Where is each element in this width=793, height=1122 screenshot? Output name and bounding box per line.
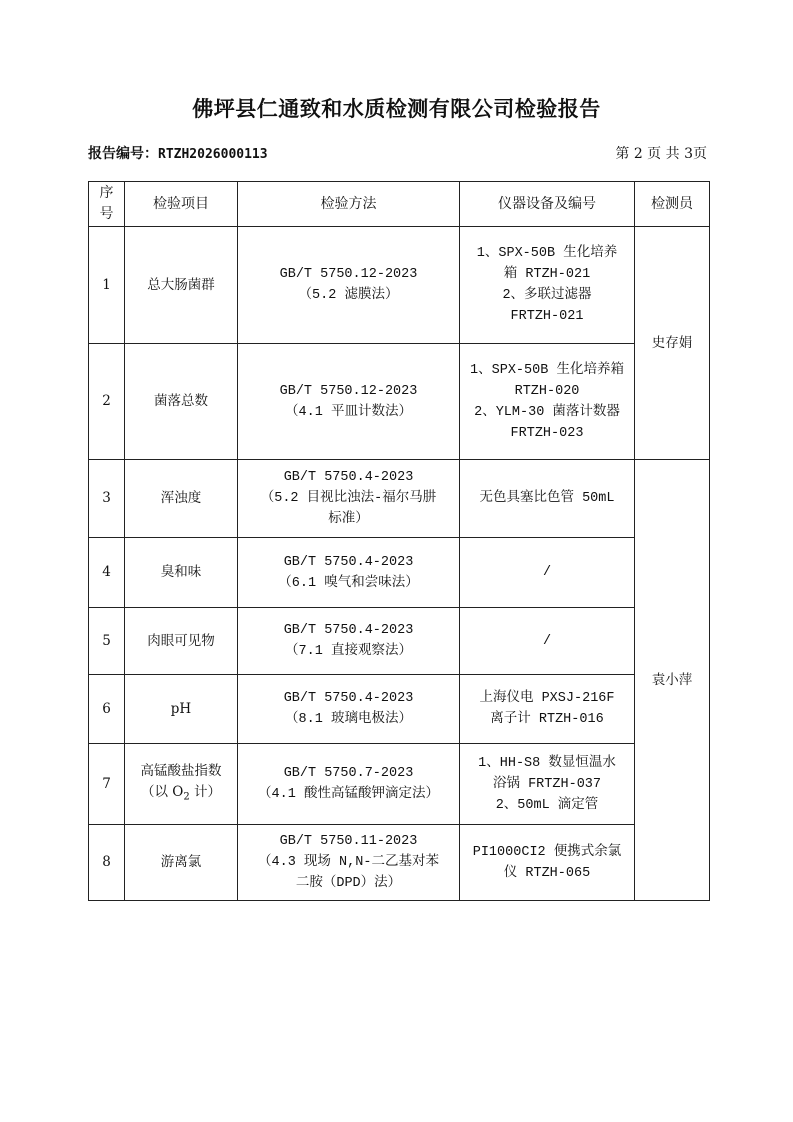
row-instrument: PI1000CI2 便携式余氯 仪 RTZH-065 <box>460 825 635 901</box>
report-title: 佛坪县仁通致和水质检测有限公司检验报告 <box>192 97 601 121</box>
row-seq: 1 <box>89 227 125 344</box>
row-instrument: / <box>460 608 635 675</box>
table-row <box>89 538 710 608</box>
report-number <box>88 143 268 163</box>
row-method: GB/T 5750.4-2023 （8.1 玻璃电极法） <box>238 675 460 744</box>
row-method: GB/T 5750.7-2023 （4.1 酸性高锰酸钾滴定法） <box>238 744 460 825</box>
row-item: pH <box>125 675 238 744</box>
header-seq-line2: 号 <box>99 206 114 222</box>
row-instrument: 上海仪电 PXSJ-216F 离子计 RTZH-016 <box>460 675 635 744</box>
header-instrument: 仪器设备及编号 <box>460 182 635 227</box>
row-item: 高锰酸盐指数 （以 $O_2$ 计） <box>125 744 238 825</box>
table-header-row <box>89 182 710 227</box>
header-method: 检验方法 <box>238 182 460 227</box>
row-method: GB/T 5750.4-2023 （6.1 嗅气和尝味法） <box>238 538 460 608</box>
header-inspector: 检测员 <box>635 182 710 227</box>
header-seq <box>89 182 125 227</box>
inspector-cell: 史存娟 <box>635 227 710 460</box>
row-item: 总大肠菌群 <box>125 227 238 344</box>
row-method: GB/T 5750.12-2023 （5.2 滤膜法） <box>238 227 460 344</box>
table-row <box>89 608 710 675</box>
row-method: GB/T 5750.4-2023 （5.2 目视比浊法-福尔马肼 标准） <box>238 460 460 538</box>
table-row <box>89 825 710 901</box>
table-row <box>89 460 710 538</box>
report-number-label: 报告编号： <box>88 146 158 162</box>
row-seq: 5 <box>89 608 125 675</box>
inspector-cell: 袁小萍 <box>635 460 710 901</box>
row-instrument: 1、SPX-50B 生化培养 箱 RTZH-021 2、多联过滤器 FRTZH-021 <box>460 227 635 344</box>
row-seq: 8 <box>89 825 125 901</box>
row-seq: 7 <box>89 744 125 825</box>
inspection-table <box>88 181 710 901</box>
row-seq: 2 <box>89 344 125 460</box>
table-row <box>89 227 710 344</box>
row-item: 浑浊度 <box>125 460 238 538</box>
row-item: 臭和味 <box>125 538 238 608</box>
row-method: GB/T 5750.4-2023 （7.1 直接观察法） <box>238 608 460 675</box>
row-seq: 3 <box>89 460 125 538</box>
report-number-value: RTZH2026000113 <box>158 147 268 162</box>
row-method: GB/T 5750.12-2023 （4.1 平皿计数法） <box>238 344 460 460</box>
table-row <box>89 675 710 744</box>
row-item: 肉眼可见物 <box>125 608 238 675</box>
row-seq: 6 <box>89 675 125 744</box>
row-seq: 4 <box>89 538 125 608</box>
row-item: 游离氯 <box>125 825 238 901</box>
page-indicator: 第 2 页 共 3页 <box>615 146 707 162</box>
row-instrument: 无色具塞比色管 50mL <box>460 460 635 538</box>
table-row <box>89 744 710 825</box>
header-seq-line1: 序 <box>99 185 114 201</box>
table-row <box>89 344 710 460</box>
row-instrument: / <box>460 538 635 608</box>
row-method: GB/T 5750.11-2023 （4.3 现场 N,N-二乙基对苯 二胺（DPD）法） <box>238 825 460 901</box>
row-instrument: 1、SPX-50B 生化培养箱 RTZH-020 2、YLM-30 菌落计数器 FRTZH-023 <box>460 344 635 460</box>
header-item: 检验项目 <box>125 182 238 227</box>
row-instrument: 1、HH-S8 数显恒温水 浴锅 FRTZH-037 2、50mL 滴定管 <box>460 744 635 825</box>
row-item: 菌落总数 <box>125 344 238 460</box>
